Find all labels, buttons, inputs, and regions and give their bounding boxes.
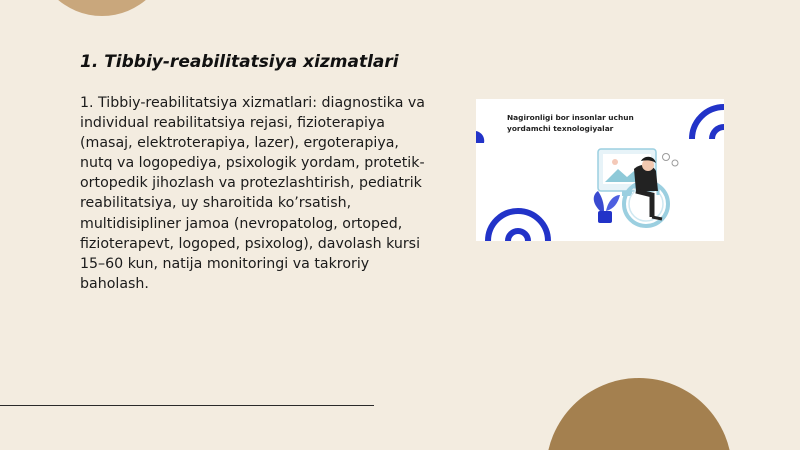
illustration-card — [476, 99, 724, 241]
blue-arc-left — [476, 131, 484, 143]
blue-arcs-bottom-left — [488, 211, 548, 241]
illustration-card-title: Nagironligi bor insonlar uchun yordamchi texnologiyalar — [507, 113, 634, 133]
divider-line — [0, 405, 374, 406]
potted-plant-icon — [594, 191, 620, 223]
decorative-circle-bottom — [546, 378, 732, 450]
slide-title: 1. Tibbiy-reabilitatsiya xizmatlari — [80, 52, 399, 72]
notification-bubble-icon — [663, 154, 670, 161]
blue-arcs-top-right — [692, 107, 724, 139]
decorative-circle-top — [34, 0, 170, 16]
slide-body-text: 1. Tibbiy-reabilitatsiya xizmatlari: diagnostika va individual reabilitatsiya rejasi, fizioterapiya (masaj, elektroterapiya, lazer), ergoterapiya, nutq va logopediya, psixologik yordam, protetik-ortopedik jihozlash va protezlashtirish, pediatrik reabilitatsiya, uy sharoitida ko’rsatish, multidisipliner jamoa (nevropatolog, ortoped, fizioterapevt, logoped, psixolog), davolash kursi 15–60 kun, natija monitoringi va takroriy baholash. — [80, 95, 426, 292]
notification-bubble-icon — [672, 160, 678, 166]
